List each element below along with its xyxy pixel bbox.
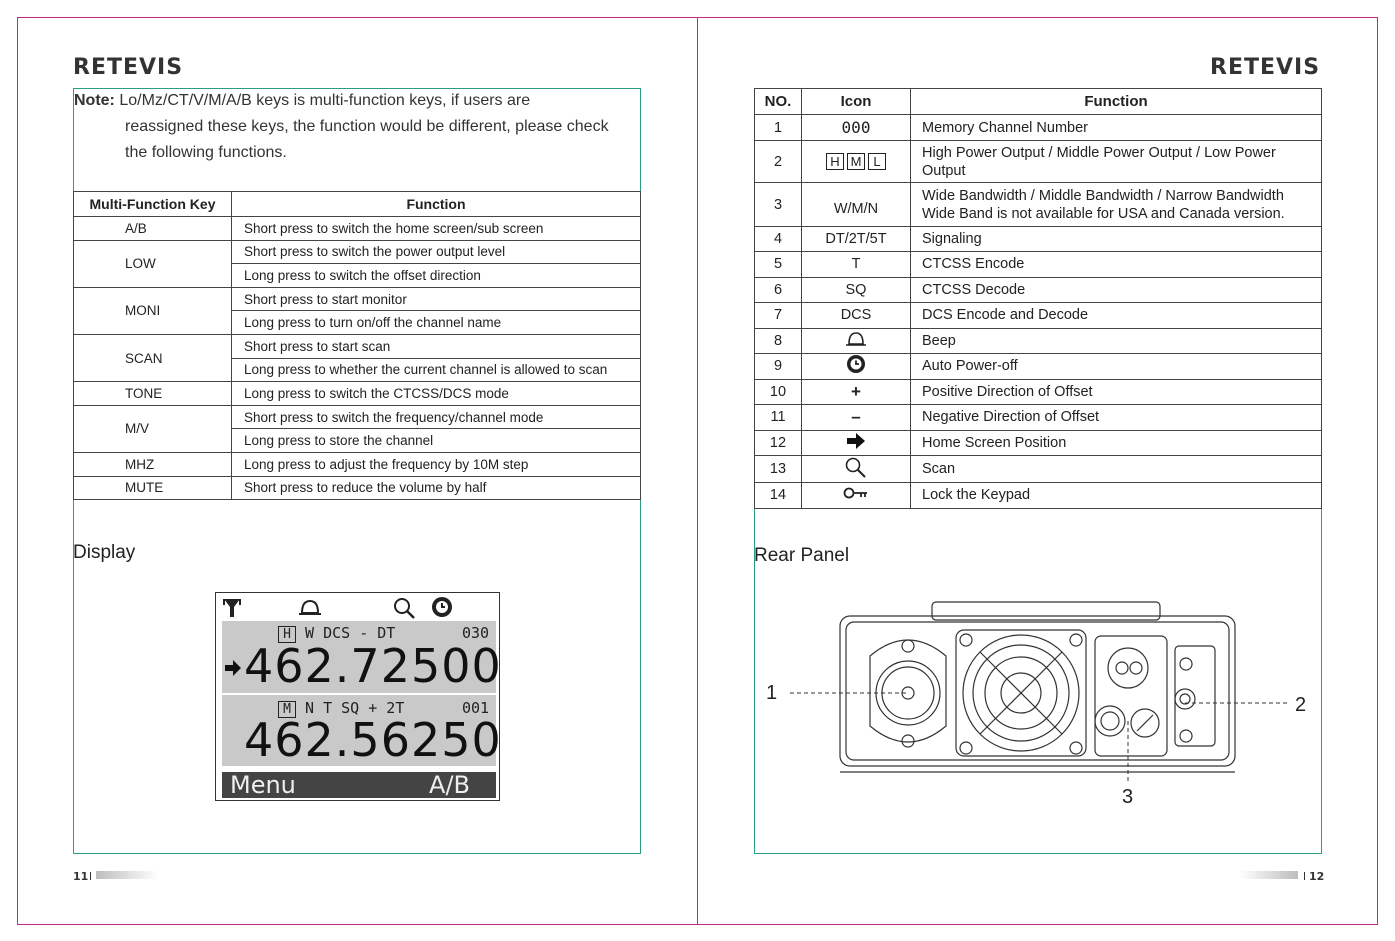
- table-row: [755, 183, 1322, 227]
- function-cell: DCS Encode and Decode: [911, 303, 1322, 329]
- function-cell: CTCSS Encode: [911, 252, 1322, 278]
- lcd-display: [215, 592, 500, 801]
- key-mhz: MHZ: [74, 452, 232, 476]
- table-row: [74, 287, 641, 311]
- table-row: [74, 382, 641, 406]
- callout-3: 3: [1122, 786, 1134, 808]
- table-row: [755, 456, 1322, 483]
- signaling-icon: DT/2T/5T: [802, 227, 911, 252]
- key-tone: TONE: [74, 382, 232, 406]
- function-cell: Positive Direction of Offset: [911, 379, 1322, 405]
- function-cell: Long press to turn on/off the channel name: [232, 311, 641, 335]
- power-middle-badge: M: [278, 701, 296, 718]
- page-divider-right: [1304, 872, 1305, 880]
- note-label: Note:: [74, 92, 115, 109]
- home-arrow-icon: [224, 659, 242, 677]
- function-cell: Signaling: [911, 227, 1322, 252]
- header-no: NO.: [755, 89, 802, 115]
- note-paragraph: [74, 88, 644, 166]
- table-row: [755, 277, 1322, 303]
- bandwidth-icon: W/M/N: [802, 183, 911, 227]
- lcd-row1-channel: 030: [462, 624, 490, 642]
- function-cell: Long press to switch the offset direction: [232, 264, 641, 288]
- key-moni: MONI: [74, 287, 232, 334]
- lcd-icon-row: [216, 593, 499, 621]
- row1-status-text: W DCS - DT: [305, 624, 396, 642]
- radio-body-outline: [840, 602, 1235, 772]
- table-row: [74, 452, 641, 476]
- row-number: 6: [755, 277, 802, 303]
- header-icon: Icon: [802, 89, 911, 115]
- table-row: [74, 217, 641, 241]
- row-number: 1: [755, 115, 802, 141]
- function-cell: Home Screen Position: [911, 430, 1322, 456]
- table-row: [755, 252, 1322, 278]
- note-line-1: Lo/Mz/CT/V/M/A/B keys is multi-function keys, if users are: [119, 92, 531, 109]
- lcd-ab-label: A/B: [429, 771, 470, 799]
- row-number: 8: [755, 328, 802, 354]
- function-cell: Short press to start scan: [232, 334, 641, 358]
- arrow-right-icon: [802, 430, 911, 456]
- row-number: 13: [755, 456, 802, 483]
- function-line-2: Wide Band is not available for USA and Canada version.: [922, 205, 1285, 222]
- table-row: [755, 379, 1322, 405]
- function-cell: Short press to switch the frequency/channel mode: [232, 405, 641, 429]
- function-cell: Memory Channel Number: [911, 115, 1322, 141]
- table-row: [74, 405, 641, 429]
- multi-function-key-table: [73, 191, 641, 500]
- brand-logo-left: RETEVIS: [73, 55, 184, 80]
- bell-icon: [802, 328, 911, 354]
- clock-icon: [802, 354, 911, 380]
- note-line-3: the following functions.: [125, 144, 287, 161]
- function-cell: Short press to reduce the volume by half: [232, 476, 641, 500]
- table-row: [74, 240, 641, 264]
- function-cell: Long press to adjust the frequency by 10M step: [232, 452, 641, 476]
- page-gradient-right: [1240, 871, 1298, 879]
- row-number: 12: [755, 430, 802, 456]
- power-high-badge: H: [826, 153, 844, 170]
- plus-icon: +: [802, 379, 911, 405]
- function-cell: CTCSS Decode: [911, 277, 1322, 303]
- page-number-right: 12: [1309, 870, 1325, 883]
- page-number-left: 11: [73, 870, 89, 883]
- cooling-fan: [956, 630, 1086, 756]
- row-number: 7: [755, 303, 802, 329]
- function-cell: Short press to switch the home screen/sub screen: [232, 217, 641, 241]
- table-row: [755, 483, 1322, 509]
- power-middle-badge: M: [847, 153, 865, 170]
- magnifier-icon: [395, 599, 414, 618]
- function-cell: Scan: [911, 456, 1322, 483]
- lcd-menu-label: Menu: [230, 771, 296, 799]
- table-row: [755, 354, 1322, 380]
- function-line-1: Wide Bandwidth / Middle Bandwidth / Narrow Bandwidth: [922, 187, 1284, 204]
- key-ab: A/B: [74, 217, 232, 241]
- function-cell: Auto Power-off: [911, 354, 1322, 380]
- function-cell: [911, 183, 1322, 227]
- callout-2: 2: [1295, 694, 1307, 716]
- power-high-badge: H: [278, 626, 296, 643]
- table-row: [74, 334, 641, 358]
- power-level-icon: [802, 141, 911, 183]
- table-row: [755, 328, 1322, 354]
- header-function: Function: [232, 192, 641, 217]
- bell-icon: [299, 601, 321, 614]
- function-cell: High Power Output / Middle Power Output / Low Power Output: [911, 141, 1322, 183]
- row-number: 9: [755, 354, 802, 380]
- key-mute: MUTE: [74, 476, 232, 500]
- callout-lines: [790, 693, 1288, 784]
- table-row: [755, 303, 1322, 329]
- row2-status-text: N T SQ + 2T: [305, 699, 405, 717]
- row-number: 11: [755, 405, 802, 431]
- header-function: Function: [911, 89, 1322, 115]
- lcd-separator: [222, 693, 496, 695]
- key-mv: M/V: [74, 405, 232, 452]
- key-icon: [802, 483, 911, 509]
- channel-number-icon: 000: [802, 115, 911, 141]
- function-cell: Long press to store the channel: [232, 429, 641, 453]
- table-row: [755, 405, 1322, 431]
- page-divider-left: [90, 872, 91, 880]
- lcd-menu-bar: [222, 772, 496, 798]
- function-cell: Short press to switch the power output level: [232, 240, 641, 264]
- row-number: 10: [755, 379, 802, 405]
- brand-logo-right: RETEVIS: [1210, 55, 1321, 80]
- callout-1: 1: [766, 682, 778, 704]
- row-number: 5: [755, 252, 802, 278]
- lcd-row2-channel: 001: [462, 699, 490, 717]
- page-gradient-left: [96, 871, 158, 879]
- rear-panel-diagram: [760, 596, 1320, 811]
- power-and-speaker-jacks: [1095, 636, 1215, 756]
- antenna-icon: [224, 599, 240, 617]
- rear-panel-title: Rear Panel: [754, 545, 850, 566]
- header-key: Multi-Function Key: [74, 192, 232, 217]
- magnifier-icon: [802, 456, 911, 483]
- display-section-title: Display: [73, 542, 136, 563]
- note-line-2: reassigned these keys, the function would be different, please check: [125, 118, 609, 135]
- row-number: 3: [755, 183, 802, 227]
- icon-function-table: [754, 88, 1322, 509]
- key-low: LOW: [74, 240, 232, 287]
- function-cell: Long press to whether the current channel is allowed to scan: [232, 358, 641, 382]
- dcs-icon: DCS: [802, 303, 911, 329]
- function-cell: Lock the Keypad: [911, 483, 1322, 509]
- table-row: [755, 227, 1322, 252]
- function-cell: Beep: [911, 328, 1322, 354]
- lcd-frequency-1: 462.72500: [244, 639, 502, 693]
- table-row: [74, 476, 641, 500]
- function-cell: Long press to switch the CTCSS/DCS mode: [232, 382, 641, 406]
- ctcss-decode-icon: SQ: [802, 277, 911, 303]
- row-number: 4: [755, 227, 802, 252]
- minus-icon: –: [802, 405, 911, 431]
- lcd-frequency-2: 462.56250: [244, 713, 502, 767]
- power-low-badge: L: [868, 153, 886, 170]
- table-row: [755, 141, 1322, 183]
- row-number: 2: [755, 141, 802, 183]
- table-row: [755, 115, 1322, 141]
- row-number: 14: [755, 483, 802, 509]
- key-scan: SCAN: [74, 334, 232, 381]
- function-cell: Short press to start monitor: [232, 287, 641, 311]
- lcd-main-area: [222, 621, 502, 767]
- table-row: [755, 430, 1322, 456]
- function-cell: Negative Direction of Offset: [911, 405, 1322, 431]
- clock-icon: [432, 597, 452, 617]
- ctcss-encode-icon: T: [802, 252, 911, 278]
